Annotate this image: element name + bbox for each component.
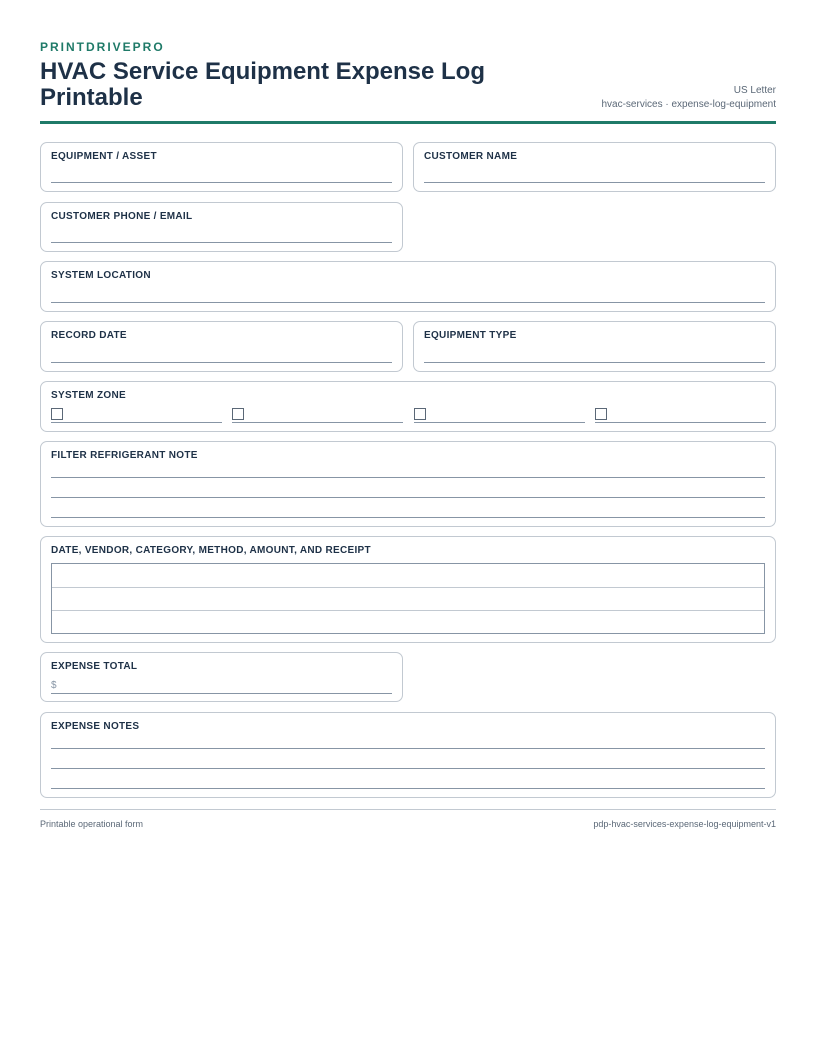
equipment-type-field bbox=[413, 321, 776, 372]
form-meta bbox=[601, 84, 776, 112]
expense-notes-field bbox=[40, 712, 776, 798]
customer-name-field bbox=[413, 142, 776, 192]
customer-contact-input[interactable] bbox=[51, 242, 392, 243]
field-label: EXPENSE TOTAL bbox=[51, 661, 138, 672]
field-label: SYSTEM LOCATION bbox=[51, 270, 151, 281]
field-label: RECORD DATE bbox=[51, 330, 127, 341]
table-row-divider bbox=[52, 587, 764, 588]
field-label: EQUIPMENT TYPE bbox=[424, 330, 517, 341]
system-location-input[interactable] bbox=[51, 302, 765, 303]
zone-checkbox-4[interactable] bbox=[595, 408, 607, 420]
field-label: CUSTOMER PHONE / EMAIL bbox=[51, 211, 193, 222]
filter-note-line-2[interactable] bbox=[51, 497, 765, 498]
form-page bbox=[40, 40, 776, 829]
expense-notes-line-2[interactable] bbox=[51, 768, 765, 769]
form-header bbox=[40, 40, 776, 124]
page-title: HVAC Service Equipment Expense Log Printable bbox=[40, 58, 485, 111]
customer-name-input[interactable] bbox=[424, 182, 765, 183]
system-location-field bbox=[40, 261, 776, 312]
filter-note-line-3[interactable] bbox=[51, 517, 765, 518]
zone-checkbox-2[interactable] bbox=[232, 408, 244, 420]
field-label: DATE, VENDOR, CATEGORY, METHOD, AMOUNT, AND RECEIPT bbox=[51, 545, 371, 556]
zone-option-line-1[interactable] bbox=[51, 422, 222, 423]
expense-table bbox=[51, 563, 765, 634]
customer-contact-field bbox=[40, 202, 403, 252]
category-path: hvac-services · expense-log-equipment bbox=[601, 99, 776, 110]
zone-checkbox-3[interactable] bbox=[414, 408, 426, 420]
table-row-divider bbox=[52, 610, 764, 611]
zone-option-line-2[interactable] bbox=[232, 422, 403, 423]
expense-table-field bbox=[40, 536, 776, 643]
zone-option-line-3[interactable] bbox=[414, 422, 585, 423]
paper-size: US Letter bbox=[733, 85, 776, 96]
form-footer bbox=[40, 809, 776, 829]
brand-name: PRINTDRIVEPRO bbox=[40, 40, 165, 54]
filter-note-field bbox=[40, 441, 776, 527]
footer-form-id: pdp-hvac-services-expense-log-equipment-v1 bbox=[593, 819, 776, 829]
expense-total-input[interactable] bbox=[51, 693, 392, 694]
expense-notes-line-1[interactable] bbox=[51, 748, 765, 749]
zone-checkbox-1[interactable] bbox=[51, 408, 63, 420]
record-date-field bbox=[40, 321, 403, 372]
system-zone-field bbox=[40, 381, 776, 432]
currency-symbol: $ bbox=[51, 680, 57, 691]
field-label: CUSTOMER NAME bbox=[424, 151, 518, 162]
zone-option-line-4[interactable] bbox=[595, 422, 766, 423]
equipment-type-input[interactable] bbox=[424, 362, 765, 363]
footer-left-text: Printable operational form bbox=[40, 819, 144, 829]
equipment-asset-field bbox=[40, 142, 403, 192]
record-date-input[interactable] bbox=[51, 362, 392, 363]
field-label: FILTER REFRIGERANT NOTE bbox=[51, 450, 198, 461]
equipment-asset-input[interactable] bbox=[51, 182, 392, 183]
field-label: EQUIPMENT / ASSET bbox=[51, 151, 157, 162]
filter-note-line-1[interactable] bbox=[51, 477, 765, 478]
field-label: SYSTEM ZONE bbox=[51, 390, 126, 401]
expense-total-field bbox=[40, 652, 403, 702]
expense-notes-line-3[interactable] bbox=[51, 788, 765, 789]
field-label: EXPENSE NOTES bbox=[51, 721, 140, 732]
